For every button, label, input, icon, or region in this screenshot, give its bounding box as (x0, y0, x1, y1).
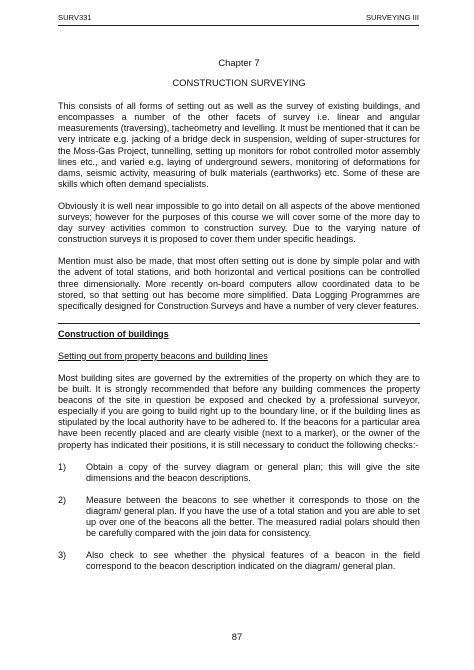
check-item-text: Obtain a copy of the survey diagram or general plan; this will give the site dimensions and the beacon descriptions. (86, 461, 420, 483)
chapter-label: Chapter 7 (218, 57, 260, 68)
check-item-text: Measure between the beacons to see whether it corresponds to those on the diagram/ general plan. If you have the use of a total station and you are able to set up over one of the beacons all the better. The measured radial polars should then be carefully compared with the join data for consistency. (86, 494, 420, 539)
header-course-code: SURV331 (58, 13, 92, 22)
page-number: 87 (231, 631, 243, 642)
chapter-title: CONSTRUCTION SURVEYING (172, 77, 306, 89)
paragraph-scope: Obviously it is well near impossible to go into detail on all aspects of the above mentioned surveys; however for the purposes of this course we will cover some of the more day to day survey activities common to construction survey. Due to the varying nature of construction surveys it is proposed to cover them under specific headings. (58, 200, 420, 245)
check-item-text: Also check to see whether the physical features of a beacon in the field correspond to the beacon description indicated on the diagram/ general plan. (86, 550, 420, 572)
paragraph-intro: This consists of all forms of setting out as well as the survey of existing buildings, and encompasses a number of the other facets of survey i.e. linear and angular measurements (traversing), tacheometry and levelling. It must be mentioned that it can be very intricate e.g. jacking of a bridge deck in suspension, welding of super-structures for the Moss-Gas Project, tunnelling, setting up monitors for robot controlled motor assembly lines etc., and varied e.g. laying of underground sewers, monitoring of deformations for dams, seismic activity, measuring of bulk materials (earthworks) etc. Some of these are skills which often demand specialists. (58, 101, 420, 189)
section-subheading: Setting out from property beacons and building lines (58, 350, 268, 361)
check-item-2 (58, 495, 420, 539)
paragraph-setting-out: Mention must also be made, that most often setting out is done by simple polar and with the advent of total stations, and both horizontal and vertical positions can be controlled three dimensionally. More recently on-board computers allow coordinated data to be stored, so that setting out has become more simplified. Data Logging Programmes are specifically designed for Construction Surveys and have a number of very clever features. (58, 256, 420, 311)
check-item-number: 2) (58, 494, 67, 505)
header-divider (58, 25, 419, 26)
check-item-1 (58, 462, 420, 484)
section-divider (58, 323, 420, 324)
header-course-title: SURVEYING III (365, 13, 419, 22)
check-item-3 (58, 550, 420, 572)
check-item-number: 1) (58, 461, 67, 472)
section-heading: Construction of buildings (58, 328, 169, 339)
check-item-number: 3) (58, 550, 67, 561)
paragraph-beacons: Most building sites are governed by the extremities of the property on which they are to be built. It is strongly recommended that before any building commences the property beacons of the site in question be exposed and checked by a professional surveyor, especially if you are going to build right up to the boundary line, or if the building lines as stipulated by the local authority have to be adhered to. If the beacons for a particular area have been recently placed and are clearly visible (next to a marker), or the owner of the property has indicated their positions, it is still necessary to conduct the following checks:- (58, 372, 420, 450)
page-body (58, 57, 420, 583)
